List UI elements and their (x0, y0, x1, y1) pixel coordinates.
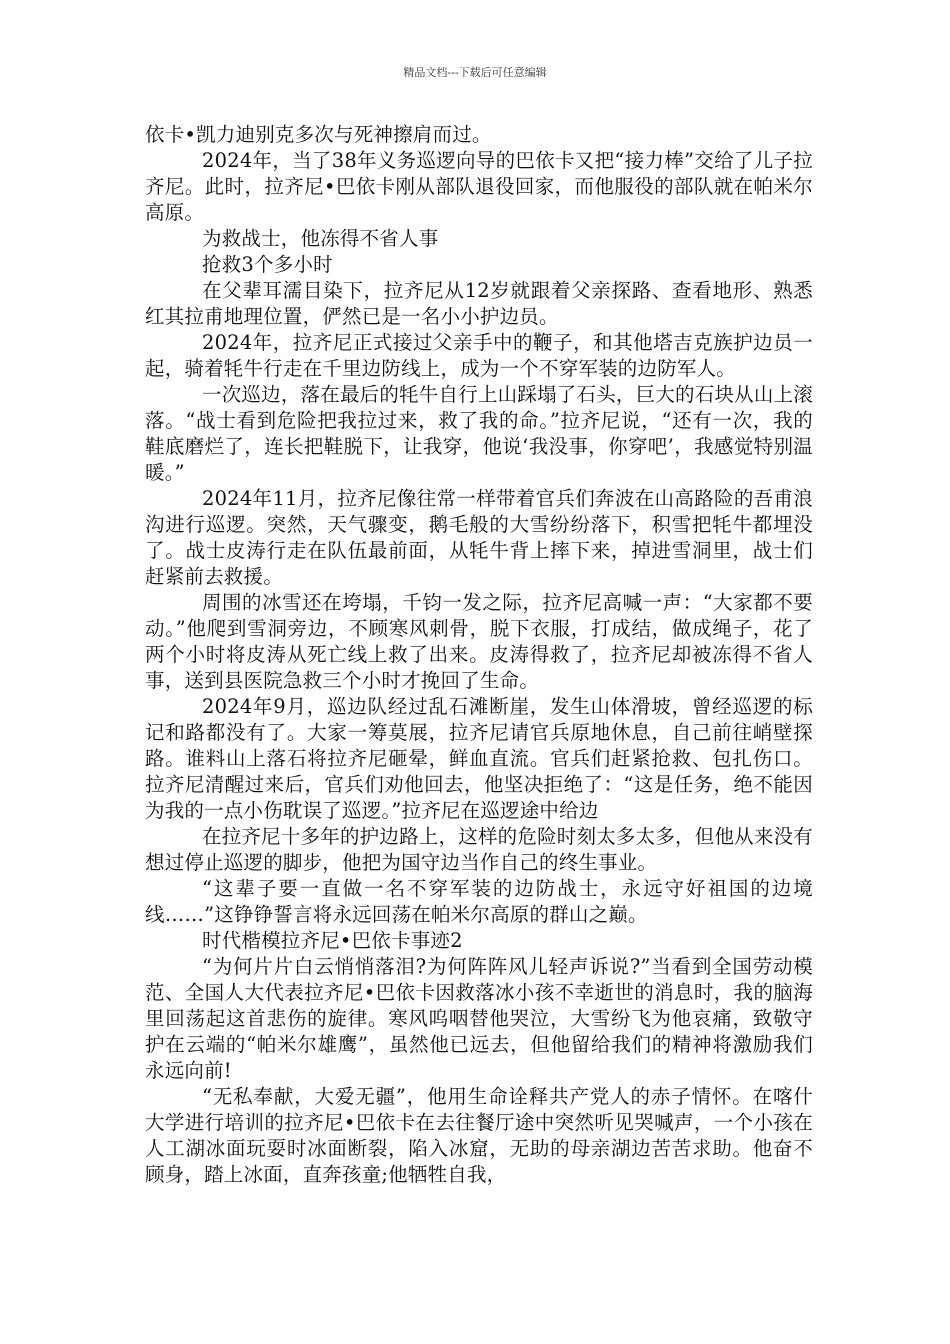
document-body (145, 122, 813, 1188)
paragraph: 在拉齐尼十多年的护边路上，这样的危险时刻太多太多，但他从来没有想过停止巡逻的脚步，他把为国守边当作自己的终生事业。 (145, 825, 813, 874)
paragraph: “为何片片白云悄悄落泪?为何阵阵风儿轻声诉说?”当看到全国劳动模范、全国人大代表拉齐尼•巴依卡因救落冰小孩不幸逝世的消息时，我的脑海里回荡起这首悲伤的旋律。寒风呜咽替他哭泣，大雪纷飞为他哀痛，致敬守护在云端的“帕米尔雄鹰”，虽然他已远去，但他留给我们的精神将激励我们永远向前! (145, 955, 813, 1082)
paragraph: 依卡•凯力迪别克多次与死神擦肩而过。 (145, 123, 492, 146)
paragraph: 2024年11月，拉齐尼像往常一样带着官兵们奔波在山高路险的吾甫浪沟进行巡逻。突然，天气骤变，鹅毛般的大雪纷纷落下，积雪把牦牛都埋没了。战士皮涛行走在队伍最前面，从牦牛背上摔下来，掉进雪洞里，战士们赶紧前去救援。 (145, 487, 813, 588)
paragraph: 一次巡边，落在最后的牦牛自行上山踩塌了石头，巨大的石块从山上滚落。“战士看到危险把我拉过来，救了我的命。”拉齐尼说，“还有一次，我的鞋底磨烂了，连长把鞋脱下，让我穿，他说‘我没事，你穿吧’，我感觉特别温暖。” (145, 383, 813, 484)
section-heading: 时代楷模拉齐尼•巴依卡事迹2 (202, 929, 463, 952)
paragraph: 2024年9月，巡边队经过乱石滩断崖，发生山体滑坡，曾经巡逻的标记和路都没有了。大家一筹莫展，拉齐尼请官兵原地休息，自己前往峭壁探路。谁料山上落石将拉齐尼砸晕，鲜血直流。官兵们赶紧抢救、包扎伤口。拉齐尼清醒过来后，官兵们劝他回去，他坚决拒绝了：“这是任务，绝不能因为我的一点小伤耽误了巡逻。”拉齐尼在巡逻途中给边 (145, 695, 813, 822)
section-heading: 抢救3个多小时 (202, 253, 333, 276)
paragraph: 2024年，当了38年义务巡逻向导的巴依卡又把“接力棒”交给了儿子拉齐尼。此时，拉齐尼•巴依卡刚从部队退役回家，而他服役的部队就在帕米尔高原。 (145, 149, 813, 224)
paragraph: 2024年，拉齐尼正式接过父亲手中的鞭子，和其他塔吉克族护边员一起，骑着牦牛行走在千里边防线上，成为一个不穿军装的边防军人。 (145, 331, 813, 380)
paragraph: “无私奉献，大爱无疆”，他用生命诠释共产党人的赤子情怀。在喀什大学进行培训的拉齐尼•巴依卡在去往餐厅途中突然听见哭喊声，一个小孩在人工湖冰面玩耍时冰面断裂，陷入冰窟，无助的母亲湖边苦苦求助。他奋不顾身，踏上冰面，直奔孩童;他牺牲自我， (145, 1085, 813, 1186)
page-header: 精品文档---下载后可任意编辑 (403, 66, 547, 79)
section-heading: 为救战士，他冻得不省人事 (202, 227, 439, 250)
paragraph: 周围的冰雪还在垮塌，千钧一发之际，拉齐尼高喊一声：“大家都不要动。”他爬到雪洞旁边，不顾寒风刺骨，脱下衣服，打成结，做成绳子，花了两个小时将皮涛从死亡线上救了出来。皮涛得救了，拉齐尼却被冻得不省人事，送到县医院急救三个小时才挽回了生命。 (145, 591, 813, 692)
paragraph: 在父辈耳濡目染下，拉齐尼从12岁就跟着父亲探路、查看地形、熟悉红其拉甫地理位置，俨然已是一名小小护边员。 (145, 279, 813, 328)
paragraph: “这辈子要一直做一名不穿军装的边防战士，永远守好祖国的边境线……”这铮铮誓言将永远回荡在帕米尔高原的群山之巅。 (145, 877, 813, 926)
